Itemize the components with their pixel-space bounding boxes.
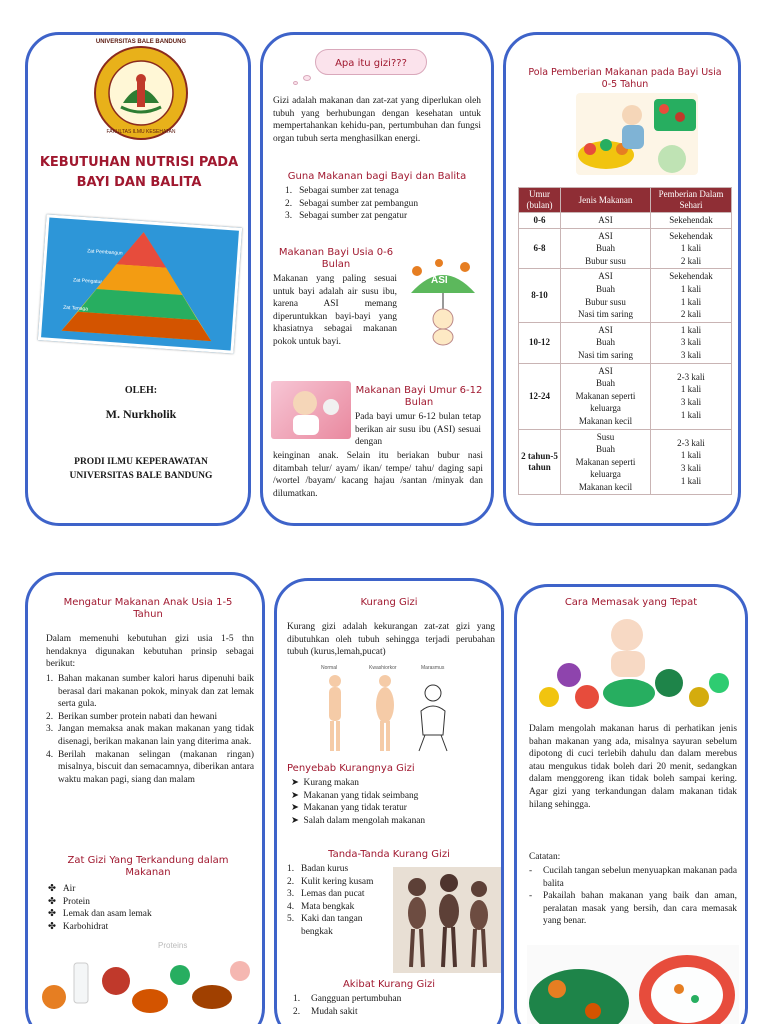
frequency-entry: 2 kali <box>680 309 702 320</box>
frequency-entry: 1 kali <box>680 243 702 254</box>
schedule-title-line2: 0-5 Tahun <box>601 79 649 90</box>
list-item: 1. Bahan makanan sumber kalori harus dipenuhi baik berasal dari makanan pokok, minyak dan zat lemak serta gula. <box>46 674 254 710</box>
frequency-entry: 1 kali <box>680 450 702 461</box>
logo-ring-text-bottom: FAKULTAS ILMU KESEHATAN <box>106 129 176 135</box>
list-item: 3. Jangan memaksa anak makan makanan yang tidak disenagi, berikan makanan lain yang diterima anak. <box>46 724 254 747</box>
zat-gizi-list <box>48 883 248 933</box>
cell-age: 10-12 <box>519 322 561 363</box>
header-age: Umur (bulan) <box>519 188 561 213</box>
frequency-entry: 1 kali <box>680 409 702 420</box>
malnutrition-figures <box>315 665 461 757</box>
bullet-icon: ✤ <box>48 896 56 907</box>
catatan-list <box>529 865 737 928</box>
food-entry: Buah <box>596 243 615 254</box>
logo-ring-text-top: UNIVERSITAS BALE BANDUNG <box>95 39 187 45</box>
food-entry: ASI <box>598 215 613 225</box>
cell-frequency <box>651 322 732 363</box>
asi-label: ASI <box>431 275 448 286</box>
arrow-bullet-icon: ➤ <box>291 815 299 826</box>
bayi-0-6-title: Makanan Bayi Usia 0-6 Bulan <box>278 247 394 270</box>
akibat-list <box>293 993 493 1018</box>
baby-fruit-photo <box>576 93 698 175</box>
frequency-entry: 3 kali <box>680 397 702 408</box>
bubble-dot-2 <box>293 81 298 85</box>
food-entry: Makanan kecil <box>578 481 633 492</box>
malnourished-children-photo <box>393 867 501 973</box>
food-entry: Buah <box>596 378 615 389</box>
malnutrition-intro: Kurang gizi adalah kekurangan zat-zat gizi yang dibutuhkan oleh tubuh sehingga terjadi perubahan tubuh (kurus,lemah,pucat) <box>287 622 495 658</box>
cell-age: 8-10 <box>519 269 561 322</box>
proteins-label: Proteins <box>158 941 188 950</box>
zat-gizi-title-line1: Zat Gizi Yang Terkandung dalam <box>67 855 229 866</box>
guna-item: 1. Sebagai sumber zat tenaga <box>285 186 399 196</box>
panel-cover <box>25 32 251 526</box>
cooked-food-photo <box>527 945 739 1024</box>
bayi-6-12-text-top: Pada bayi umur 6-12 bulan tetap berikan air susu ibu (ASI) sesuai dengan <box>355 412 481 448</box>
feeding-table <box>518 187 732 495</box>
food-entry: Makanan seperti keluarga <box>575 456 636 480</box>
list-item: ➤ Makanan yang tidak seimbang <box>291 790 419 801</box>
zat-gizi-title-line2: Makanan <box>125 867 171 878</box>
cell-frequency <box>651 269 732 322</box>
frequency-entry: Sekehendak <box>669 271 713 282</box>
penyebab-list <box>291 777 495 827</box>
university-logo <box>93 45 189 141</box>
guna-item: 3. Sebagai sumber zat pengatur <box>285 211 408 222</box>
food-entry: ASI <box>598 230 613 241</box>
bullet-icon: ✤ <box>48 909 56 920</box>
list-item: ➤ Kurang makan <box>291 778 359 788</box>
food-entry: Buah <box>596 337 615 348</box>
frequency-entry: 1 kali <box>680 384 702 395</box>
list-item: ✤ Air <box>48 884 76 894</box>
frequency-entry: 1 kali <box>680 296 702 307</box>
cell-age: 0-6 <box>519 213 561 229</box>
list-item: - Pakailah bahan makanan yang baik dan aman, peralatan masak yang bersih, dan cara memasak yang benar. <box>529 891 737 927</box>
list-item: 5. Kaki dan tangan bengkak <box>287 914 363 937</box>
bubble-title: Apa itu gizi??? <box>335 58 407 69</box>
table-row <box>519 213 732 229</box>
frequency-entry: Sekehendak <box>669 215 713 225</box>
header-food: Jenis Makanan <box>561 188 651 213</box>
cover-title-line2: BAYI DAN BALITA <box>76 175 202 190</box>
bubble-dot-1 <box>303 75 311 81</box>
akibat-title: Akibat Kurang Gizi <box>342 979 436 990</box>
pyramid-label-1: Zat Pembangun <box>86 248 123 257</box>
cell-age: 6-8 <box>519 228 561 269</box>
frequency-entry: 2-3 kali <box>677 437 705 448</box>
frequency-entry: 3 kali <box>680 349 702 360</box>
food-entry: ASI <box>598 324 613 335</box>
frequency-entry: 3 kali <box>680 337 702 348</box>
tanda-list <box>287 863 395 939</box>
frequency-entry: 2 kali <box>680 255 702 266</box>
bullet-icon: ✤ <box>48 921 56 932</box>
cell-foods <box>561 228 651 269</box>
table-row <box>519 363 732 429</box>
child-diet-title <box>36 597 260 621</box>
schedule-title <box>514 67 736 91</box>
schedule-title-line1: Pola Pemberian Makanan pada Bayi Usia <box>528 67 722 78</box>
asi-illustration <box>403 257 483 347</box>
child-diet-title-line1: Mengatur Makanan Anak Usia 1-5 <box>63 597 233 608</box>
food-entry: Bubur susu <box>585 296 626 307</box>
list-item: ✤ Protein <box>48 896 90 907</box>
guna-title: Guna Makanan bagi Bayi dan Balita <box>287 171 467 182</box>
malnutrition-title: Kurang Gizi <box>360 597 418 608</box>
list-item: ➤ Makanan yang tidak teratur <box>291 803 407 814</box>
penyebab-title: Penyebab Kurangnya Gizi <box>287 763 415 774</box>
list-item: 2. Mudah sakit <box>293 1006 358 1017</box>
table-header-row <box>519 188 732 213</box>
by-label: OLEH: <box>124 385 158 396</box>
cell-frequency <box>651 228 732 269</box>
cell-frequency <box>651 213 732 229</box>
panel-cooking <box>514 584 748 1024</box>
author-name: M. Nurkholik <box>105 407 177 421</box>
university-name: UNIVERSITAS BALE BANDUNG <box>69 471 213 481</box>
catatan-label: Catatan: <box>529 852 561 862</box>
bullet-icon: ✤ <box>48 884 56 894</box>
figure-label-kwashiorkor: Kwashiorkor <box>369 665 397 671</box>
food-entry: Nasi tim saring <box>578 349 633 360</box>
list-item: ➤ Salah dalam mengolah makanan <box>291 815 426 826</box>
child-diet-intro: Dalam memenuhi kebutuhan gizi usia 1-5 thn hendaknya digunakan kebutuhan prinsip sebagai berikut: <box>46 634 254 670</box>
cover-title <box>36 153 242 193</box>
list-item: 4. Mata bengkak <box>287 901 355 912</box>
arrow-bullet-icon: ➤ <box>291 803 299 814</box>
list-item: 1. Gangguan pertumbuhan <box>293 994 402 1004</box>
food-pyramid-image <box>38 214 242 353</box>
cell-frequency <box>651 363 732 429</box>
frequency-entry: 1 kali <box>680 283 702 294</box>
tanda-title: Tanda-Tanda Kurang Gizi <box>328 849 450 860</box>
guna-list <box>285 185 481 223</box>
cell-foods <box>561 363 651 429</box>
cooking-intro: Dalam mengolah makanan harus di perhatikan jenis bahan makanan yang ada, misalnya sayuran sebelum dipotong di cuci terlebih dahulu dan dalam merebus atau mengukus tidak boleh dari 20 menit, sedangkan dalam menggoreng ikan tidak boleh sampai kering. Agar gizi yang terkandungan dalam makanan tidak hilang sehingga. <box>529 724 737 810</box>
cell-foods <box>561 269 651 322</box>
title-bubble <box>315 49 427 75</box>
child-diet-list <box>46 673 254 786</box>
list-item: 2. Berikan sumber protein nabati dan hewani <box>46 711 218 722</box>
food-entry: Bubur susu <box>585 255 626 266</box>
cell-foods <box>561 213 651 229</box>
frequency-entry: 1 kali <box>680 475 702 486</box>
food-entry: ASI <box>598 365 613 376</box>
list-item: 1. Badan kurus <box>287 864 349 874</box>
list-item: 3. Lemas dan pucat <box>287 889 365 900</box>
list-item: 2. Kulit kering kusam <box>287 876 374 887</box>
intro-paragraph: Gizi adalah makanan dan zat-zat yang diperlukan oleh tubuh yang berhubungan dengan kesehatan untuk mempertahankan kehidu-pan, pertumbuhan dan fungsi organ tubuh serta menghasilkan energi. <box>273 96 481 144</box>
panel-malnutrition <box>274 578 504 1024</box>
pyramid-label-3: Zat Tenaga <box>62 304 89 313</box>
proteins-photo <box>40 941 256 1024</box>
food-entry: Makanan seperti keluarga <box>575 390 636 414</box>
frequency-entry: Sekehendak <box>669 230 713 241</box>
baby-eating-photo <box>271 381 351 439</box>
figure-label-marasmus: Marasmus <box>421 665 445 671</box>
panel-what-is-nutrition <box>260 32 494 526</box>
cover-title-line1: KEBUTUHAN NUTRISI PADA <box>39 155 239 170</box>
cell-age: 12-24 <box>519 363 561 429</box>
baby-vegetables-photo <box>529 613 737 713</box>
program-name: PRODI ILMU KEPERAWATAN <box>74 457 208 467</box>
food-entry: Buah <box>596 283 615 294</box>
bayi-0-6-text: Makanan yang paling sesuai untuk bayi adalah air susu ibu, karena ASI memang diperuntukkan bayi-bayi yang khasiatnya sebagai makanan pokok untuk bayi. <box>273 274 397 347</box>
list-item: ✤ Lemak dan asam lemak <box>48 909 152 920</box>
list-item: ✤ Karbohidrat <box>48 921 109 932</box>
food-entry: Makanan kecil <box>578 415 633 426</box>
panel-child-diet <box>25 572 265 1024</box>
zat-gizi-title <box>36 855 260 879</box>
table-row <box>519 429 732 495</box>
bayi-6-12-text-bottom: keinginan anak. Selain itu beriakan bubur nasi ditambah telur/ ayam/ ikan/ tempe/ tahu/ daging sapi /wortel /bayam/ kacang hajau /santan /minyak dan dilumatkan. <box>273 451 483 499</box>
table-row <box>519 269 732 322</box>
cell-frequency <box>651 429 732 495</box>
frequency-entry: 1 kali <box>680 324 702 335</box>
arrow-bullet-icon: ➤ <box>291 790 299 801</box>
table-row <box>519 228 732 269</box>
child-diet-title-line2: Tahun <box>133 609 163 620</box>
guna-item: 2. Sebagai sumber zat pembangun <box>285 198 419 209</box>
panel-feeding-schedule <box>503 32 741 526</box>
header-frequency: Pemberian Dalam Sehari <box>651 188 732 213</box>
schedule-table <box>518 187 732 495</box>
food-entry: Nasi tim saring <box>578 309 633 320</box>
pyramid-label-2: Zat Pengatur <box>72 277 103 286</box>
food-entry: Buah <box>596 444 615 455</box>
cell-foods <box>561 429 651 495</box>
arrow-bullet-icon: ➤ <box>291 778 299 788</box>
cell-foods <box>561 322 651 363</box>
food-entry: ASI <box>598 271 613 282</box>
frequency-entry: 3 kali <box>680 462 702 473</box>
bayi-6-12-title: Makanan Bayi Umur 6-12 Bulan <box>355 385 483 408</box>
frequency-entry: 2-3 kali <box>677 371 705 382</box>
cell-age: 2 tahun-5 tahun <box>519 429 561 495</box>
list-item: 4. Berilah makanan selingan (makanan ringan) misalnya, biscuit dan semacamnya, diberikan antara waktu makan pagi, siang dan malam <box>46 749 254 785</box>
cooking-title: Cara Memasak yang Tepat <box>564 597 698 608</box>
food-entry: Susu <box>596 431 615 442</box>
list-item: - Cucilah tangan sebelun menyuapkan makanan pada balita <box>529 866 737 889</box>
table-row <box>519 322 732 363</box>
figure-label-normal: Normal <box>321 665 338 671</box>
